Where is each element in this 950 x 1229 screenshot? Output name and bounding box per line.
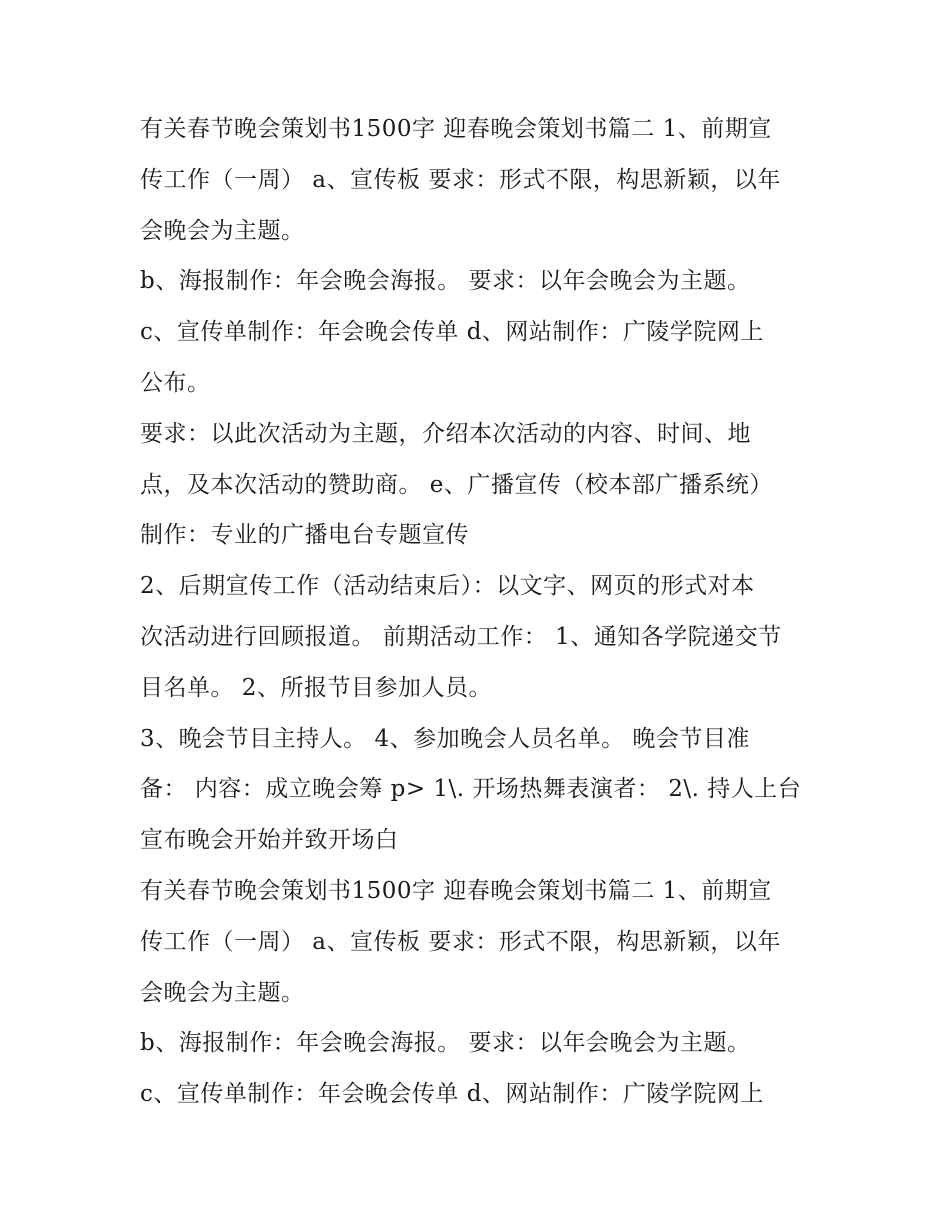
text-line: 目名单。 2、所报节目参加人员。 (140, 674, 492, 701)
text-line: 点，及本次活动的赞助商。 e、广播宣传（校本部广播系统） (140, 471, 773, 498)
text-line: c、宣传单制作：年会晚会传单 d、网站制作：广陵学院网上 (140, 319, 764, 346)
text-line: 传工作（一周） a、宣传板 要求：形式不限，构思新颖，以年 (140, 928, 781, 955)
text-line: 传工作（一周） a、宣传板 要求：形式不限，构思新颖，以年 (140, 166, 781, 193)
text-line: 有关春节晚会策划书1500字 迎春晚会策划书篇二 1、前期宣 (140, 877, 772, 904)
text-line: 备： 内容：成立晚会筹 p> 1\. 开场热舞表演者： 2\. 持人上台 (140, 776, 802, 803)
text-line: b、海报制作：年会晚会海报。 要求：以年会晚会为主题。 (140, 1030, 751, 1057)
text-line: 制作：专业的广播电台专题宣传 (140, 522, 469, 549)
text-line: 2、后期宣传工作（活动结束后）：以文字、网页的形式对本 (140, 573, 755, 600)
text-line: b、海报制作：年会晚会海报。 要求：以年会晚会为主题。 (140, 268, 751, 295)
text-line: 3、晚会节目主持人。 4、参加晚会人员名单。 晚会节目准 (140, 725, 750, 752)
text-line: 公布。 (140, 369, 211, 396)
text-line: 会晚会为主题。 (140, 217, 305, 244)
text-line: 会晚会为主题。 (140, 979, 305, 1006)
text-line: 宣布晚会开始并致开场白 (140, 827, 399, 854)
text-line: 要求：以此次活动为主题，介绍本次活动的内容、时间、地 (140, 420, 751, 447)
document-body (140, 104, 820, 1120)
text-line: 次活动进行回顾报道。 前期活动工作： 1、通知各学院递交节 (140, 623, 782, 650)
text-line: c、宣传单制作：年会晚会传单 d、网站制作：广陵学院网上 (140, 1081, 764, 1108)
text-line: 有关春节晚会策划书1500字 迎春晚会策划书篇二 1、前期宣 (140, 116, 772, 142)
